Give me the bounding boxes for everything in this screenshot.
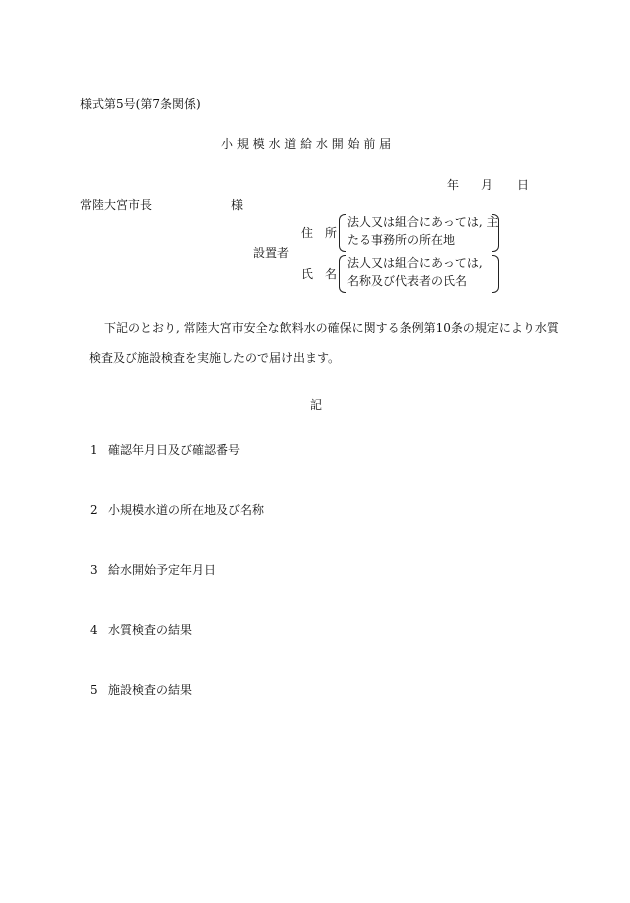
applicant-label: 設置者: [253, 246, 290, 260]
name-bracket-left: [339, 255, 346, 293]
address-note-line2: たる事務所の所在地: [347, 233, 456, 247]
date-month-label: 月: [481, 178, 494, 192]
list-item-number: 1: [90, 443, 98, 457]
list-item-text: 確認年月日及び確認番号: [108, 443, 241, 457]
addressee-honorific: 様: [231, 198, 244, 212]
list-item: [90, 563, 216, 578]
page-title: 小 規 模 水 道 給 水 開 始 前 届: [221, 137, 392, 151]
ki-heading: 記: [310, 398, 323, 412]
list-item-text: 給水開始予定年月日: [108, 563, 217, 577]
list-item-number: 4: [90, 623, 98, 637]
address-note-line1: 法人又は組合にあっては, 主: [347, 215, 499, 229]
body-text-line1: 下記のとおり, 常陸大宮市安全な飲料水の確保に関する条例第10条の規定により水質: [104, 321, 559, 335]
list-item-text: 水質検査の結果: [108, 623, 193, 637]
body-text-line2: 検査及び施設検査を実施したので届け出ます。: [89, 351, 341, 365]
address-bracket-left: [339, 214, 346, 252]
date-day-label: 日: [517, 178, 530, 192]
name-note-line2: 名称及び代表者の氏名: [347, 274, 468, 288]
list-item: [90, 683, 192, 698]
address-label: 住 所: [301, 226, 338, 240]
list-item-number: 3: [90, 563, 98, 577]
list-item-number: 5: [90, 683, 98, 697]
list-item-text: 施設検査の結果: [108, 683, 193, 697]
list-item: [90, 443, 240, 458]
date-year-label: 年: [447, 178, 460, 192]
name-label: 氏 名: [301, 267, 338, 281]
form-number: 様式第5号(第7条関係): [80, 97, 201, 111]
name-note-line1: 法人又は組合にあっては,: [347, 256, 483, 270]
list-item-text: 小規模水道の所在地及び名称: [108, 503, 265, 517]
list-item: [90, 503, 264, 518]
addressee-name: 常陸大宮市長: [80, 198, 153, 212]
list-item-number: 2: [90, 503, 98, 517]
address-bracket-right: [492, 214, 499, 252]
name-bracket-right: [492, 255, 499, 293]
list-item: [90, 623, 192, 638]
